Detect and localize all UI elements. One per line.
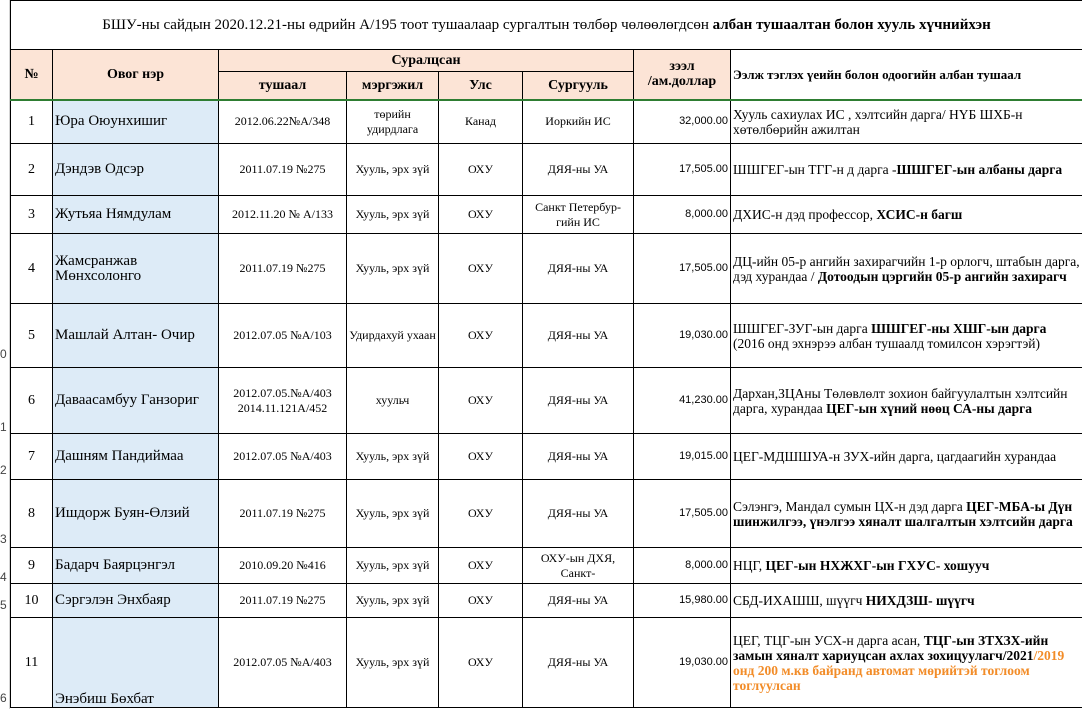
row-header-number: 2 <box>0 463 7 477</box>
position-cell[interactable] <box>731 144 1082 196</box>
name-cell[interactable]: Энэбиш Бөхбат <box>53 618 219 708</box>
amount-cell[interactable]: 19,030.00 <box>634 618 731 708</box>
name-cell[interactable]: Дэндэв Одсэр <box>53 144 219 196</box>
position-text-segment: ЦЕГ-МБА-ы Дүн шинжилгээ, үнэлгээ хяналт шалгалтын хэлтсийн дарга <box>733 498 1073 529</box>
row-number-cell[interactable]: 10 <box>11 584 53 618</box>
table-row <box>11 618 1082 708</box>
position-text-segment: ШШГЕГ-ын ТГГ-н д дарга - <box>733 162 897 177</box>
row-number-cell[interactable]: 4 <box>11 234 53 304</box>
country-cell[interactable]: ОХУ <box>439 368 523 434</box>
name-cell[interactable]: Юра Оюунхишиг <box>53 100 219 144</box>
position-text-segment: Дархан,ЗЦАны Төлөвлөлт зохион байгуулалтын хэлтсийн дарга, хурандаа <box>733 385 1068 416</box>
position-cell[interactable] <box>731 548 1082 584</box>
table-row <box>11 196 1082 234</box>
table-row <box>11 480 1082 548</box>
name-cell[interactable]: Дашням Пандиймаа <box>53 434 219 480</box>
row-number-cell[interactable]: 8 <box>11 480 53 548</box>
amount-cell[interactable]: 32,000.00 <box>634 100 731 144</box>
row-number-cell[interactable]: 7 <box>11 434 53 480</box>
decree-cell[interactable]: 2012.07.05 №А/403 <box>219 434 347 480</box>
name-cell[interactable]: Ишдорж Буян-Өлзий <box>53 480 219 548</box>
country-cell[interactable]: ОХУ <box>439 584 523 618</box>
position-text-segment: ДЦ-ийн 05-р ангийн захирагчийн 1-р орлогч, штабын дарга, дэд хурандаа / <box>733 253 1080 284</box>
row-number-cell[interactable]: 11 <box>11 618 53 708</box>
position-text-segment: ХСИС-н багш <box>876 207 963 222</box>
sheet-title[interactable] <box>11 1 1082 50</box>
position-text-segment: (2016 онд эхнэрээ албан тушаалд томилсон хэрэгтэй) <box>733 335 1041 351</box>
position-text-segment: ШШГЕГ-ЗУГ-ын дарга <box>733 320 872 336</box>
country-cell[interactable]: ОХУ <box>439 548 523 584</box>
position-cell[interactable] <box>731 100 1082 144</box>
school-cell[interactable]: ДЯЯ-ны УА <box>523 480 634 548</box>
table-row <box>11 234 1082 304</box>
header-studied[interactable]: Суралцсан <box>219 50 634 72</box>
position-cell[interactable] <box>731 234 1082 304</box>
row-header-number: 1 <box>0 420 7 434</box>
row-number-cell[interactable]: 9 <box>11 548 53 584</box>
position-cell[interactable] <box>731 480 1082 548</box>
amount-cell[interactable]: 19,030.00 <box>634 304 731 368</box>
title-normal: БШУ-ны сайдын 2020.12.21-ны өдрийн А/195 тоот тушаалаар сургалтын төлбөр чөлөөлөгдсөн <box>102 16 713 33</box>
position-text-segment: ШШГЕГ-ын албаны дарга <box>896 162 1063 177</box>
major-cell[interactable]: хуульч <box>347 368 439 434</box>
amount-cell[interactable]: 8,000.00 <box>634 548 731 584</box>
position-text-segment: ЦЕГ-МДШШУА-н ЗУХ-ийн дарга, цагдаагийн хурандаа <box>733 449 1057 464</box>
major-cell[interactable]: Хууль, эрх зүй <box>347 144 439 196</box>
position-text-segment: ЦЕГ-ын хүний нөөц СА-ны дарга <box>826 400 1032 416</box>
position-cell[interactable] <box>731 618 1082 708</box>
amount-cell[interactable]: 17,505.00 <box>634 144 731 196</box>
row-header-number: 6 <box>0 691 7 705</box>
position-cell[interactable] <box>731 368 1082 434</box>
table-row <box>11 368 1082 434</box>
position-text-segment: /2019 онд 200 м.кв байранд автомат мөрийтэй тоглоом тоглуулсан <box>733 647 1065 693</box>
school-cell[interactable]: ДЯЯ-ны УА <box>523 434 634 480</box>
position-text-segment: НИХДЗШ- шүүгч <box>865 593 975 608</box>
country-cell[interactable]: ОХУ <box>439 196 523 234</box>
major-cell[interactable]: Хууль, эрх зүй <box>347 434 439 480</box>
amount-cell[interactable]: 8,000.00 <box>634 196 731 234</box>
title-bold: албан тушаалтан болон хууль хүчнийхэн <box>712 16 991 33</box>
major-cell[interactable]: Хууль, эрх зүй <box>347 584 439 618</box>
major-cell[interactable]: Хууль, эрх зүй <box>347 196 439 234</box>
position-text-segment: Дотоодын цэргийн 05-р ангийн захирагч <box>817 268 1067 284</box>
decree-cell[interactable]: 2012.07.05 №А/103 <box>219 304 347 368</box>
major-cell[interactable]: Хууль, эрх зүй <box>347 548 439 584</box>
table-row <box>11 144 1082 196</box>
position-text-segment: ЦЕГ, ТЦГ-ын УСХ-н дарга асан, <box>733 632 924 648</box>
row-number-cell[interactable]: 6 <box>11 368 53 434</box>
country-cell[interactable]: ОХУ <box>439 304 523 368</box>
school-cell[interactable]: Санкт Петербур-гийн ИС <box>523 196 634 234</box>
row-header-number: 5 <box>0 598 7 612</box>
position-cell[interactable] <box>731 434 1082 480</box>
header-school[interactable]: Сургууль <box>523 72 634 100</box>
country-cell[interactable]: ОХУ <box>439 618 523 708</box>
decree-cell[interactable]: 2011.07.19 №275 <box>219 584 347 618</box>
amount-cell[interactable]: 17,505.00 <box>634 234 731 304</box>
position-text-segment: ДХИС-н дэд профессор, <box>733 207 877 222</box>
row-header-number: 3 <box>0 532 7 546</box>
header-amount-line1: зээл <box>669 59 695 75</box>
table-row <box>11 304 1082 368</box>
school-cell[interactable]: ДЯЯ-ны УА <box>523 618 634 708</box>
name-cell[interactable]: Жамсранжав Мөнхсолонго <box>53 234 219 304</box>
position-text-segment: ЦЕГ-ын НХЖХГ-ын ГХУС- хошууч <box>765 558 990 573</box>
row-number-cell[interactable]: 1 <box>11 100 53 144</box>
table-row <box>11 584 1082 618</box>
position-text-segment: Хууль сахиулах ИС , хэлтсийн дарга/ НҮБ ШХБ-н хөтөлбөрийн ажилтан <box>733 106 1023 137</box>
school-cell[interactable]: ДЯЯ-ны УА <box>523 368 634 434</box>
decree-cell[interactable]: 2012.07.05.№А/403 2014.11.121А/452 <box>219 368 347 434</box>
name-cell[interactable]: Даваасамбуу Ганзориг <box>53 368 219 434</box>
school-cell[interactable]: ДЯЯ-ны УА <box>523 144 634 196</box>
country-cell[interactable]: ОХУ <box>439 480 523 548</box>
name-cell[interactable]: Сэргэлэн Энхбаяр <box>53 584 219 618</box>
amount-cell[interactable]: 15,980.00 <box>634 584 731 618</box>
decree-cell[interactable]: 2012.06.22№А/348 <box>219 100 347 144</box>
name-cell[interactable]: Машлай Алтан- Очир <box>53 304 219 368</box>
major-cell[interactable]: Хууль, эрх зүй <box>347 234 439 304</box>
country-cell[interactable]: ОХУ <box>439 234 523 304</box>
header-amount-line2: /ам.доллар <box>647 74 717 90</box>
row-number-cell[interactable]: 5 <box>11 304 53 368</box>
table-row <box>11 100 1082 144</box>
position-cell[interactable] <box>731 304 1082 368</box>
position-text-segment: Сэлэнгэ, Мандал сумын ЦХ-н дэд дарга <box>733 498 967 514</box>
header-amount[interactable] <box>634 50 731 100</box>
decree-cell[interactable]: 2011.07.19 №275 <box>219 234 347 304</box>
header-country[interactable]: Улс <box>439 72 523 100</box>
country-cell[interactable]: Канад <box>439 100 523 144</box>
position-cell[interactable] <box>731 196 1082 234</box>
school-cell[interactable]: ДЯЯ-ны УА <box>523 584 634 618</box>
position-text-segment: ШШГЕГ-ны ХШГ-ын дарга <box>871 320 1047 336</box>
school-cell[interactable]: ОХУ-ын ДХЯ, Санкт- <box>523 548 634 584</box>
row-number-cell[interactable]: 3 <box>11 196 53 234</box>
country-cell[interactable]: ОХУ <box>439 144 523 196</box>
decree-cell[interactable]: 2010.09.20 №416 <box>219 548 347 584</box>
school-cell[interactable]: Иоркийн ИС <box>523 100 634 144</box>
name-cell[interactable]: Бадарч Баярцэнгэл <box>53 548 219 584</box>
decree-cell[interactable]: 2012.07.05 №А/403 <box>219 618 347 708</box>
amount-cell[interactable]: 17,505.00 <box>634 480 731 548</box>
row-number-cell[interactable]: 2 <box>11 144 53 196</box>
decree-cell[interactable]: 2011.07.19 №275 <box>219 144 347 196</box>
amount-cell[interactable]: 19,015.00 <box>634 434 731 480</box>
position-text-segment: СБД-ИХАШШ, шүүгч <box>733 593 866 608</box>
country-cell[interactable]: ОХУ <box>439 434 523 480</box>
major-cell[interactable]: төрийн удирдлага <box>347 100 439 144</box>
major-cell[interactable]: Хууль, эрх зүй <box>347 480 439 548</box>
header-major[interactable]: мэргэжил <box>347 72 439 100</box>
spreadsheet-table <box>10 0 1082 708</box>
spreadsheet-row-headers <box>0 0 10 709</box>
school-cell[interactable]: ДЯЯ-ны УА <box>523 234 634 304</box>
name-cell[interactable]: Жутьяа Нямдулам <box>53 196 219 234</box>
table-row <box>11 434 1082 480</box>
header-decree[interactable]: тушаал <box>219 72 347 100</box>
major-cell[interactable]: Удирдахуй ухаан <box>347 304 439 368</box>
header-name[interactable]: Овог нэр <box>53 50 219 100</box>
decree-cell[interactable]: 2011.07.19 №275 <box>219 480 347 548</box>
position-text-segment: НЦГ, <box>733 558 766 573</box>
position-text-segment: ТЦГ-ын ЗТХЗХ-ийн замын хяналт хариуцсан ахлах зохицуулагч/2021 <box>733 632 1049 663</box>
row-header-number: 0 <box>0 347 7 361</box>
major-cell[interactable]: Хууль, эрх зүй <box>347 618 439 708</box>
amount-cell[interactable]: 41,230.00 <box>634 368 731 434</box>
position-cell[interactable] <box>731 584 1082 618</box>
row-header-number: 4 <box>0 570 7 584</box>
school-cell[interactable]: ДЯЯ-ны УА <box>523 304 634 368</box>
table-row <box>11 548 1082 584</box>
decree-cell[interactable]: 2012.11.20 № А/133 <box>219 196 347 234</box>
header-num[interactable]: № <box>11 50 53 100</box>
header-position[interactable]: Ээлж тэглэх үеийн болон одоогийн албан тушаал <box>731 50 1082 100</box>
